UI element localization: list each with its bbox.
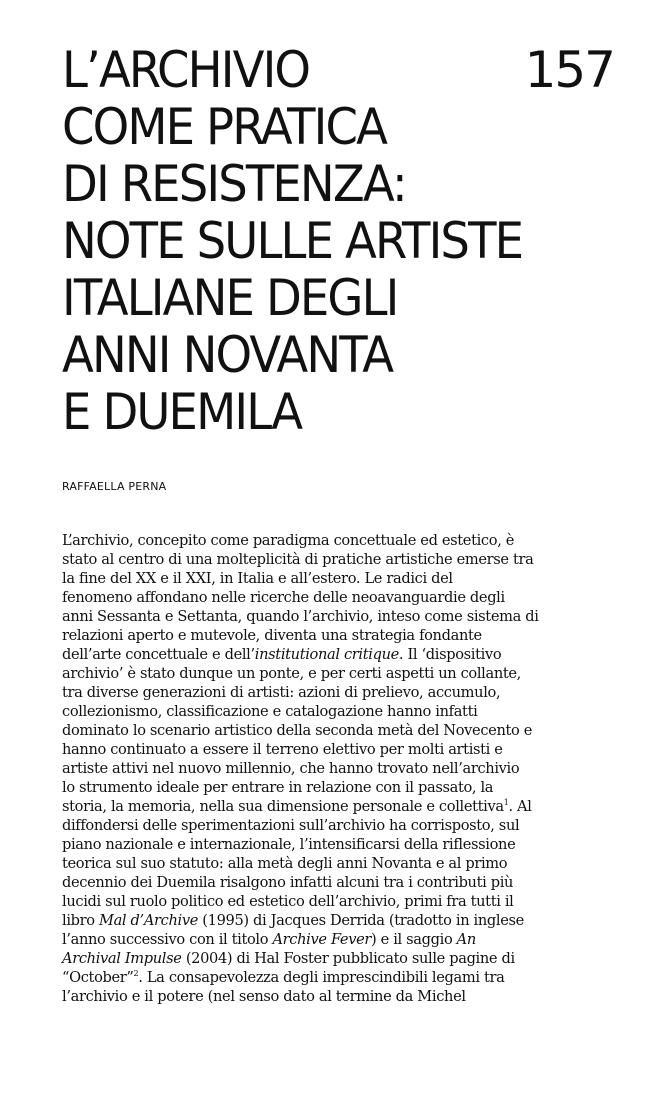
text-line: collezionismo, classificazione e catalogazione hanno infatti: [62, 703, 478, 720]
text-segment: storia, la memoria, nella sua dimensione personale e collettiva: [62, 798, 504, 815]
title-line: ANNI NOVANTA: [62, 326, 393, 384]
text-segment: . Al: [508, 798, 532, 815]
text-line: L’archivio, concepito come paradigma concettuale ed estetico, è: [62, 532, 515, 549]
text-line: l’archivio e il potere (nel senso dato al termine da Michel: [62, 988, 466, 1005]
title-line: NOTE SULLE ARTISTE: [62, 212, 523, 270]
text-line: hanno continuato a essere il terreno elettivo per molti artisti e: [62, 741, 503, 758]
body-paragraph: [62, 531, 539, 1006]
text-line: [62, 930, 522, 949]
text-line: [62, 645, 522, 664]
text-segment: . La consapevolezza degli imprescindibili legami tra: [138, 969, 505, 986]
text-segment: libro: [62, 912, 99, 929]
text-segment: dell’arte concettuale e dell’: [62, 646, 255, 663]
title-line: E DUEMILA: [62, 383, 302, 441]
title-line: L’ARCHIVIO: [62, 41, 310, 99]
text-line: relazioni aperto e mutevole, diventa una strategia fondante: [62, 627, 482, 644]
italic-title: Mal d’Archive: [98, 912, 199, 929]
footnote-ref: 2: [133, 969, 139, 979]
text-line: teorica sul suo statuto: alla metà degli anni Novanta e al primo: [62, 855, 508, 872]
text-segment: . Il ‘dispositivo: [398, 646, 502, 663]
text-line: [62, 949, 522, 968]
text-line: [62, 911, 522, 930]
text-line: la fine del XX e il XXI, in Italia e all’estero. Le radici del: [62, 570, 453, 587]
title-line: COME PRATICA: [62, 98, 387, 156]
footnote-ref: 1: [503, 798, 509, 808]
italic-title: Archive Fever: [272, 931, 372, 948]
page-number: 157: [524, 41, 614, 99]
text-line: decennio dei Duemila risalgono infatti alcuni tra i contributi più: [62, 874, 514, 891]
text-segment: l’anno successivo con il titolo: [62, 931, 273, 948]
text-segment: ) e il saggio: [371, 931, 457, 948]
text-line: archivio’ è stato dunque un ponte, e per certi aspetti un collante,: [62, 665, 521, 682]
italic-term: institutional critique: [254, 646, 399, 663]
text-line: dominato lo scenario artistico della seconda metà del Novecento e: [62, 722, 533, 739]
text-line: lucidi sul ruolo politico ed estetico dell’archivio, primi fra tutti il: [62, 893, 514, 910]
page-title: [62, 42, 522, 441]
title-line: DI RESISTENZA:: [62, 155, 406, 213]
text-line: [62, 797, 532, 816]
text-line: artiste attivi nel nuovo millennio, che hanno trovato nell’archivio: [62, 760, 520, 777]
text-segment: (1995) di Jacques Derrida (tradotto in inglese: [198, 912, 524, 929]
text-line: piano nazionale e internazionale, l’intensificarsi della riflessione: [62, 836, 516, 853]
text-line: lo strumento ideale per entrare in relazione con il passato, la: [62, 779, 494, 796]
text-line: tra diverse generazioni di artisti: azioni di prelievo, accumulo,: [62, 684, 501, 701]
text-line: anni Sessanta e Settanta, quando l’archivio, inteso come sistema di: [62, 608, 539, 625]
author-name: RAFFAELLA PERNA: [62, 480, 167, 493]
text-segment: “October”: [62, 969, 134, 986]
text-line: diffondersi delle sperimentazioni sull’archivio ha corrisposto, sul: [62, 817, 520, 834]
text-line: [62, 968, 522, 987]
italic-title: An: [456, 931, 476, 948]
text-line: stato al centro di una molteplicità di pratiche artistiche emerse tra: [62, 551, 534, 568]
text-segment: (2004) di Hal Foster pubblicato sulle pagine di: [181, 950, 515, 967]
italic-title: Archival Impulse: [62, 950, 182, 967]
text-line: fenomeno affondano nelle ricerche delle neoavanguardie degli: [62, 589, 505, 606]
title-line: ITALIANE DEGLI: [62, 269, 398, 327]
